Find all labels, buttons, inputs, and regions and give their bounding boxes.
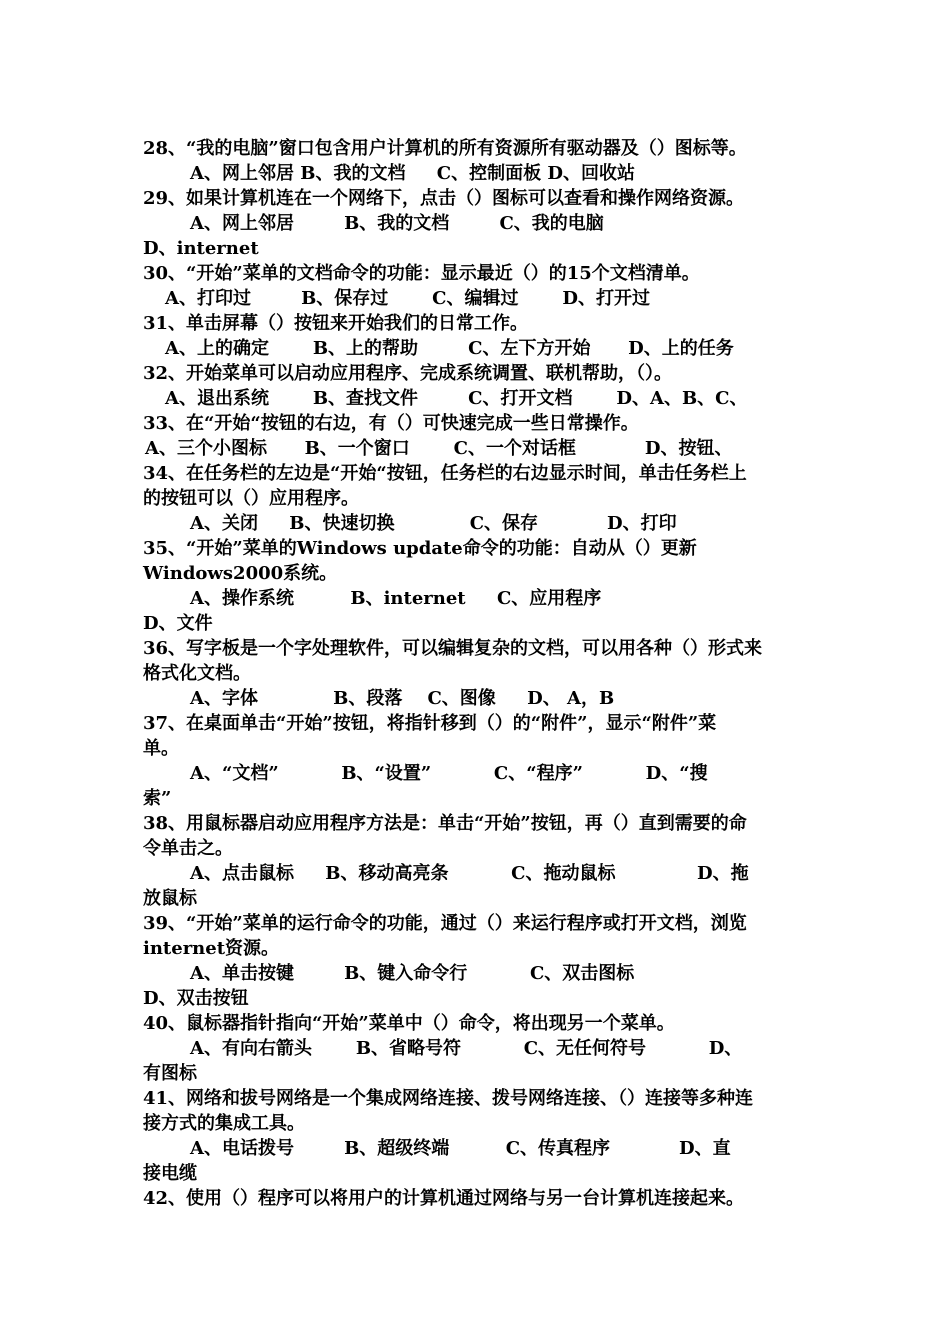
text-line: 35、“开始”菜单的Windows update命令的功能：自动从（）更新 [143,538,697,559]
text-line: 36、写字板是一个字处理软件，可以编辑复杂的文档，可以用各种（）形式来 [143,638,763,659]
text-line: Windows2000系统。 [143,563,338,584]
text-line: 索” [143,788,172,809]
text-line: A、单击按键 B、键入命令行 C、双击图标 [190,963,635,984]
text-line: A、点击鼠标 B、移动高亮条 C、拖动鼠标 D、拖 [190,863,749,884]
text-line: 33、在“开始“按钮的右边，有（）可快速完成一些日常操作。 [143,413,639,434]
text-line: 31、单击屏幕（）按钮来开始我们的日常工作。 [143,313,529,334]
text-line: 37、在桌面单击“开始”按钮，将指针移到（）的“附件”，显示“附件”菜 [143,713,717,734]
text-line: A、退出系统 B、查找文件 C、打开文档 D、A、B、C、 [165,388,748,409]
text-line: 单。 [143,738,179,759]
text-line: A、关闭 B、快速切换 C、保存 D、打印 [190,513,677,534]
text-line: A、“文档” B、“设置” C、“程序” D、“搜 [190,763,708,784]
text-line: 接电缆 [143,1163,197,1184]
text-line: 39、“开始”菜单的运行命令的功能，通过（）来运行程序或打开文档，浏览 [143,913,747,934]
text-line: A、打印过 B、保存过 C、编辑过 D、打开过 [165,288,650,309]
text-line: 格式化文档。 [143,663,251,684]
text-line: 的按钮可以（）应用程序。 [143,488,359,509]
text-line: 42、使用（）程序可以将用户的计算机通过网络与另一台计算机连接起来。 [143,1188,745,1209]
text-line: A、操作系统 B、internet C、应用程序 [190,588,602,609]
text-line: 29、如果计算机连在一个网络下，点击（）图标可以查看和操作网络资源。 [143,188,745,209]
text-line: A、三个小图标 B、一个窗口 C、一个对话框 D、按钮、 [145,438,733,459]
text-line: 32、开始菜单可以启动应用程序、完成系统调置、联机帮助，（）。 [143,363,673,384]
text-line: 34、在任务栏的左边是“开始“按钮，任务栏的右边显示时间，单击任务栏上 [143,463,747,484]
text-line: D、文件 [143,613,213,634]
text-line: 接方式的集成工具。 [143,1113,305,1134]
text-line: 30、“开始”菜单的文档命令的功能：显示最近（）的15个文档清单。 [143,263,700,284]
text-line: A、有向右箭头 B、省略号符 C、无任何符号 D、 [190,1038,743,1059]
text-line: internet资源。 [143,938,280,959]
text-line: 放鼠标 [143,888,197,909]
text-line: 令单击之。 [143,838,233,859]
text-line: 28、“我的电脑”窗口包含用户计算机的所有资源所有驱动器及（）图标等。 [143,138,747,159]
text-line: D、internet [143,238,259,259]
text-line: A、字体 B、段落 C、图像 D、 A，B [190,688,615,709]
text-line: 38、用鼠标器启动应用程序方法是：单击“开始”按钮，再（）直到需要的命 [143,813,747,834]
text-line: A、网上邻居 B、我的文档 C、我的电脑 [190,213,604,234]
text-line: D、双击按钮 [143,988,249,1009]
text-line: 40、鼠标器指针指向“开始”菜单中（）命令，将出现另一个菜单。 [143,1013,675,1034]
text-line: A、上的确定 B、上的帮助 C、左下方开始 D、上的任务 [165,338,734,359]
text-line: A、电话拨号 B、超级终端 C、传真程序 D、直 [190,1138,731,1159]
text-line: 有图标 [143,1063,197,1084]
text-line: A、网上邻居 B、我的文档 C、控制面板 D、回收站 [190,163,635,184]
text-line: 41、网络和拔号网络是一个集成网络连接、拨号网络连接、（）连接等多种连 [143,1088,754,1109]
